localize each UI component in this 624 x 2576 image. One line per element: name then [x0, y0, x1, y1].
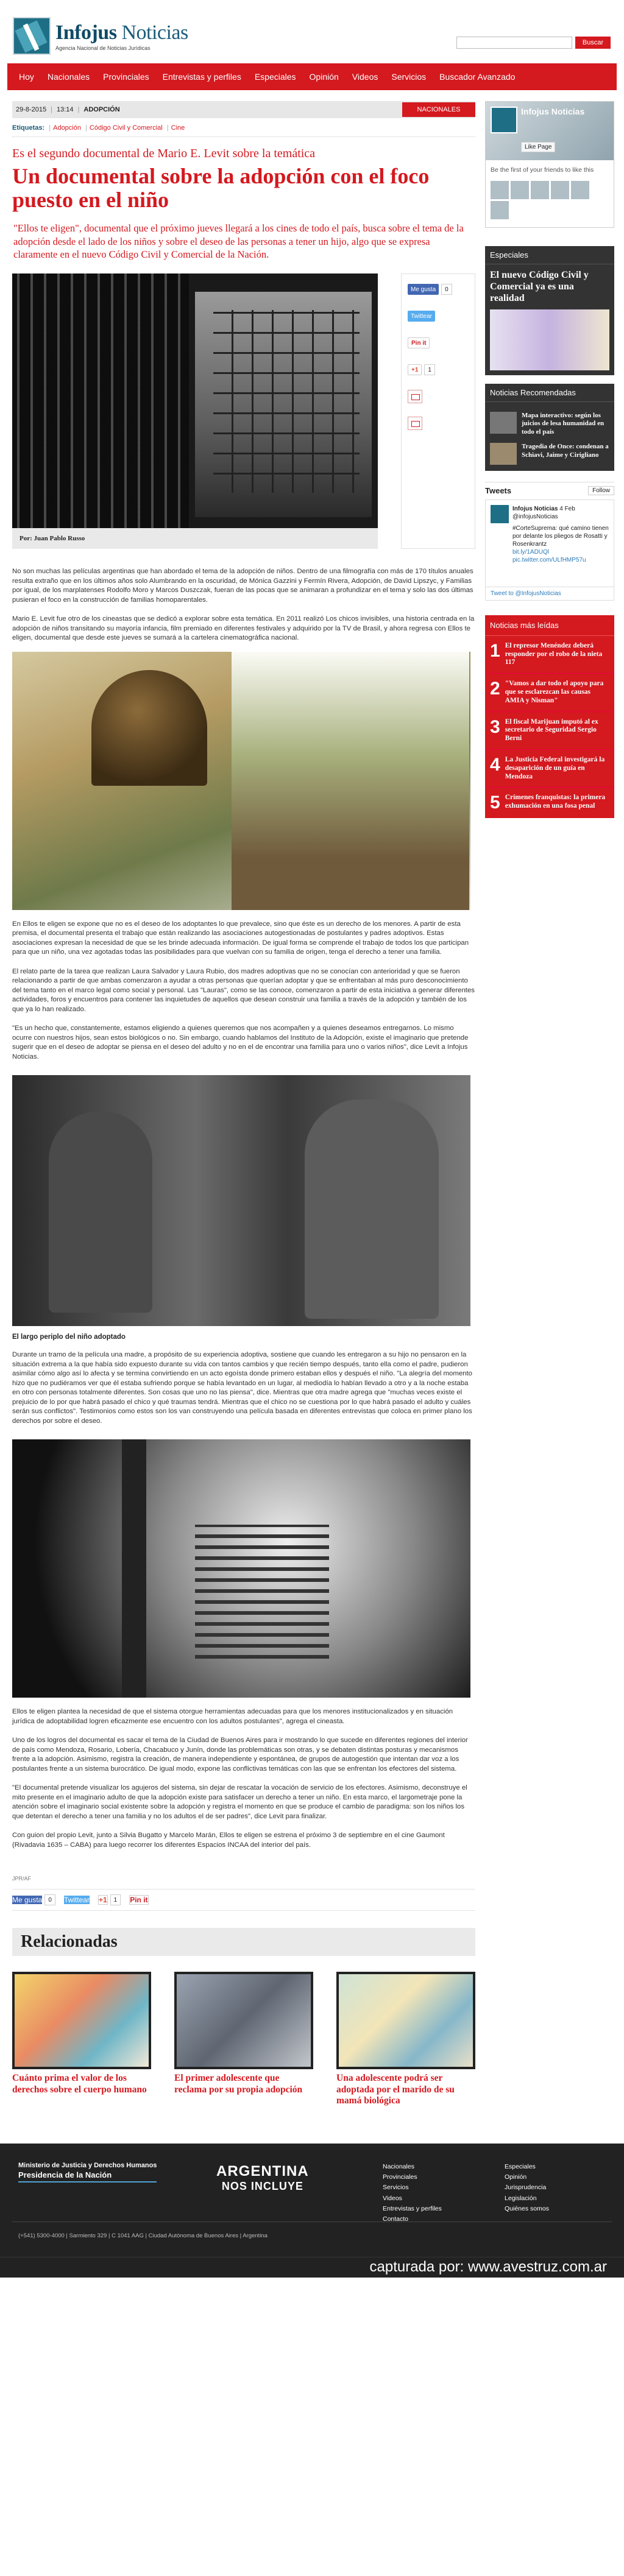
- nav-item-hoy[interactable]: Hoy: [19, 72, 34, 82]
- article-section: ADOPCIÓN: [83, 106, 120, 113]
- footer-link[interactable]: Quiénes somos: [505, 2205, 549, 2213]
- pinterest-button[interactable]: Pin it: [408, 337, 430, 348]
- tags-row: Etiquetas: | Adopción | Código Civil y Comercial | Cine: [12, 124, 475, 137]
- tweets-heading: Tweets: [485, 486, 512, 496]
- related-image: [174, 1972, 313, 2069]
- article-date: 29-8-2015: [16, 106, 47, 113]
- most-read-box: [485, 615, 614, 819]
- footer-link[interactable]: Servicios: [383, 2184, 409, 2192]
- article-column: [7, 101, 475, 2107]
- article-photo-bell: [12, 652, 470, 910]
- footer-address: (+541) 5300-4000 | Sarmiento 329 | C 1041 AAG | Ciudad Autónoma de Buenos Aires | Argentina: [18, 2232, 268, 2239]
- most-read-heading: Noticias más leídas: [485, 615, 614, 636]
- nav-item-servicios[interactable]: Servicios: [391, 72, 427, 82]
- sidebar: [485, 101, 614, 2107]
- most-read-item[interactable]: 5 Crímenes franquistas: la primera exhumación en una fosa penal: [490, 792, 606, 813]
- logo-icon: [13, 17, 51, 55]
- most-read-item[interactable]: 4 La Justicia Federal investigará la desaparición de un guía en Mendoza: [485, 750, 614, 788]
- article-time: 13:14: [57, 106, 74, 113]
- article-source: JPR/AF: [12, 1876, 32, 1882]
- article-paragraph: En Ellos te eligen se expone que no es el deseo de los adoptantes lo que prevalece, sino que éste es un derecho de los menores. A partir de esta premisa, el documental presenta el trabajo que están realizando las asociaciones autogestionadas de postulantes y padres adoptivos. Estas asociaciones expresan la necesidad de que se les brinde adecuada información. De igual forma se comprende el trabajo de todos los que participan para que un niño, una vez agotadas todas las posibilidades para que vuelvan con su familia de origen, tenga el derecho a tener una familia.: [12, 920, 469, 956]
- capture-credit: capturada por: www.avestruz.com.ar: [0, 2257, 624, 2278]
- related-image: [12, 1972, 151, 2069]
- especiales-box: [485, 246, 614, 375]
- nav-item-nacionales[interactable]: Nacionales: [47, 72, 90, 82]
- facebook-count: 0: [44, 1894, 55, 1905]
- facebook-page-avatar: [491, 107, 517, 133]
- related-image: [336, 1972, 475, 2069]
- tweet-author[interactable]: Infojus Noticias: [512, 505, 558, 512]
- footer-link[interactable]: Jurisprudencia: [505, 2184, 547, 2192]
- email-icon[interactable]: [408, 417, 422, 430]
- share-panel: [401, 273, 475, 549]
- facebook-like-button[interactable]: Me gusta: [408, 284, 439, 295]
- footer-link[interactable]: Entrevistas y perfiles: [383, 2205, 442, 2213]
- recommended-thumb: [490, 443, 517, 465]
- argentina-logo: ARGENTINA NOS INCLUYE: [216, 2162, 309, 2192]
- nav-item-buscador[interactable]: Buscador Avanzado: [439, 72, 516, 82]
- nav-item-provinciales[interactable]: Provinciales: [103, 72, 149, 82]
- facebook-count: 0: [441, 284, 452, 295]
- recommended-item[interactable]: Tragedia de Once: condenan a Schiavi, Jaime y Cirigliano: [490, 443, 609, 465]
- footer-link[interactable]: Legislación: [505, 2194, 537, 2202]
- facebook-widget-text: Be the first of your friends to like this: [491, 166, 594, 174]
- related-item[interactable]: [174, 1972, 313, 2107]
- facebook-like-button[interactable]: Me gusta: [12, 1896, 43, 1905]
- tag-link[interactable]: Cine: [171, 124, 185, 132]
- twitter-widget: [485, 482, 614, 601]
- article-kicker: Es el segundo documental de Mario E. Levit sobre la temática: [12, 147, 316, 160]
- especiales-title: El nuevo Código Civil y Comercial ya es una realidad: [490, 270, 589, 304]
- print-icon[interactable]: [408, 390, 422, 403]
- tweet-date: 4 Feb: [559, 505, 575, 512]
- twitter-button[interactable]: Twittear: [408, 311, 435, 322]
- recommended-item[interactable]: Mapa interactivo: según los juicios de lesa humanidad en todo el país: [490, 412, 609, 437]
- article-photo-family: [12, 1075, 470, 1326]
- search-input[interactable]: [456, 37, 572, 49]
- footer-link[interactable]: Provinciales: [383, 2173, 417, 2181]
- search-bar: [456, 37, 611, 49]
- section-tag-button[interactable]: NACIONALES: [402, 102, 475, 117]
- article-paragraph: "Es un hecho que, constantemente, estamos eligiendo a quienes queremos que nos acompañen y a quienes deseamos entregarnos. Lo mismo ocurre con nuestros hijos, sean estos biológicos o no. Sin embargo, cuando hablamos del Instituto de la Adopción, existe el imaginario que pretende sugerir que en el deseo de adoptar se piensa en el deseo del adulto y no en el de encontrar una familia para uno o varios niños", dice Levit a Infojus Noticias.: [12, 1025, 469, 1060]
- related-title: Cuánto prima el valor de los derechos sobre el cuerpo humano: [12, 2073, 147, 2095]
- photo-caption: Por: Juan Pablo Russo: [12, 528, 378, 549]
- article-paragraph: Durante un tramo de la película una madre, a propósito de su experiencia adoptiva, sostiene que cuando les entregaron a su hijo no pensaron en la situación extrema a la que había sido expuesto durante su vida con tantos cambios y que recién tiempo después, tanto ella como el padre, pudieron asimilar cómo algo así lo afecta y se termina convirtiendo en un acto egoísta donde primero estaban ellos y después el niño. "La alegría del momento hizo que no pudiéramos ver que él estaba sufriendo porque se había levantado en un lugar, al mediodía lo habían llevado a otro y a la noche estaba en otro con personas totalmente diferentes. Son cosas que uno no las piensa", dice. Mientras que otra madre agrega que "muchas veces existe el prejuicio de lo por que habrá pasado el chico y qué traumas tendrá. Mientras que el chico no se cuestiona por lo que habrá pasado el adulto y cuáles serán sus conflictos". Testimonios como estos son los van construyendo una película basada en diferentes entrevistas que coloca en primer plano los derechos por sobre el deseo.: [12, 1351, 472, 1425]
- most-read-item[interactable]: 3 El fiscal Marijuan imputó al ex secretario de Seguridad Sergio Berni: [485, 712, 614, 750]
- especiales-image: [490, 309, 609, 370]
- recommended-thumb: [490, 412, 517, 434]
- tweet-to-link[interactable]: Tweet to @InfojusNoticias: [485, 587, 614, 601]
- related-title: Una adolescente podrá ser adoptada por el marido de su mamá biológica: [336, 2073, 455, 2106]
- main-nav: [7, 63, 617, 90]
- facebook-friend-faces: [486, 181, 614, 221]
- article-paragraph: Ellos te eligen plantea la necesidad de que el sistema otorgue herramientas adecuadas para que los menores institucionalizados y en situación jurídica de adoptabilidad logren eficazmente ese encuentro con los adultos postulantes", agrega el cineasta.: [12, 1708, 453, 1725]
- nav-item-opinion[interactable]: Opinión: [309, 72, 339, 82]
- especiales-heading: Especiales: [485, 246, 614, 264]
- bottom-share-bar: [12, 1889, 475, 1911]
- ministry-logo[interactable]: Ministerio de Justicia y Derechos Humanos Presidencia de la Nación: [18, 2162, 157, 2183]
- article-subheading: El largo periplo del niño adoptado: [12, 1333, 126, 1341]
- article-lead: "Ellos te eligen", documental que el próximo jueves llegará a los cines de todo el país, busca sobre el tema de la adopción desde el lado de los niños y sobre el deseo de las personas a tener un hijo, algo que se expresa claramente en el nuevo Código Civil y Comercial de la Nación.: [13, 222, 464, 261]
- recommended-box: [485, 384, 614, 471]
- facebook-page-name[interactable]: Infojus Noticias: [521, 107, 585, 116]
- footer-link[interactable]: Contacto: [383, 2215, 409, 2223]
- footer-link[interactable]: Nacionales: [383, 2162, 414, 2170]
- footer-link[interactable]: Opinión: [505, 2173, 527, 2181]
- site-logo[interactable]: [13, 17, 188, 55]
- footer-link[interactable]: Videos: [383, 2194, 402, 2202]
- footer-links: [383, 2162, 602, 2225]
- related-section: [12, 1928, 475, 2107]
- nav-item-especiales[interactable]: Especiales: [254, 72, 296, 82]
- related-heading: Relacionadas: [12, 1928, 475, 1956]
- search-button[interactable]: Buscar: [575, 37, 611, 49]
- recommended-heading: Noticias Recomendadas: [485, 384, 614, 402]
- tweet-avatar: [491, 505, 509, 523]
- pinterest-button[interactable]: Pin it: [130, 1896, 148, 1905]
- logo-title: Infojus Noticias: [55, 21, 188, 44]
- article-paragraph: "El documental pretende visualizar los agujeros del sistema, sin dejar de rescatar la vocación de servicio de los efectores. Asimismo, deconstruye el mito presente en el imaginario adulto de que la adopción existe para satisfacer un derecho a tener un niño. En esta marco, el largometraje pone la atención sobre el imaginario social existente sobre la adopción y registra el momento en que se produce el cambio de paradigma: son los niños los que detentan el derecho a tener una familia y no los adultos el de ser padres", dice Levit para finalizar.: [12, 1784, 467, 1820]
- article-title: Un documental sobre la adopción con el foco puesto en el niño: [12, 164, 430, 212]
- tweet-text: #CorteSuprema: qué camino tienen por delante los pliegos de Rosatti y Rosenkrantz: [512, 524, 609, 548]
- google-plus-button[interactable]: +1: [98, 1896, 107, 1905]
- tag-link[interactable]: Adopción: [53, 124, 81, 132]
- tweet-link[interactable]: bit.ly/1ADUQl pic.twitter.com/ULfHMP57u: [512, 548, 586, 563]
- article-meta: 29-8-2015 | 13:14 | ADOPCIÓN NACIONALES: [12, 101, 475, 118]
- related-title: El primer adolescente que reclama por su propia adopción: [174, 2073, 303, 2095]
- google-plus-button[interactable]: +1: [408, 364, 422, 375]
- facebook-page-widget: [485, 101, 614, 228]
- site-footer: [0, 2144, 624, 2257]
- article-main-photo: [12, 273, 378, 528]
- related-item[interactable]: [336, 1972, 475, 2107]
- most-read-item[interactable]: 1 El represor Menéndez deberá responder por el robo de la nieta 117: [485, 636, 614, 674]
- footer-link[interactable]: Especiales: [505, 2162, 536, 2170]
- article-photo-child: [12, 1439, 470, 1698]
- article-paragraph: El relato parte de la tarea que realizan Laura Salvador y Laura Rubio, dos madres adoptivas que no se conocían con anterioridad y que se fueron relacionando a partir de que ambas comenzaron a ayudar a otras personas que querían adoptar y que se enfrentaban al más puro desconocimiento del tema tanto en el marco legal como social y personal. Las "Lauras", como se las conoce, comenzaron a partir de esta iniciativa a generar diferentes actividades, foros y encuentros para contener las inquietudes de aquellos que desean construir una familia a través de la adopción y también de los que ya lo han realizado.: [12, 967, 475, 1013]
- article-paragraph: No son muchas las películas argentinas que han abordado el tema de la adopción de niños. Dentro de una filmografía con más de 170 títulos anuales resulta extraño que en los últimos años solo Alumbrando en la oscuridad, de Mónica Gazzini y Fermín Rivera, Adopción, de David Lipszyc, y Familias por igual, de los marplatenses Rodolfo Moro y Marcos Duszczak, fueran de las pocas que se animaran a profundizar en el tema y solo las dos últimas pusieran el foco en la construcción de familias homoparentales.: [12, 568, 473, 604]
- especiales-item[interactable]: [485, 264, 614, 375]
- twitter-button[interactable]: Twittear: [63, 1896, 90, 1905]
- google-plus-count: 1: [110, 1894, 121, 1905]
- facebook-like-page-button[interactable]: Like Page: [521, 142, 555, 152]
- tags-label: Etiquetas:: [12, 124, 45, 132]
- logo-subtitle: Agencia Nacional de Noticias Jurídicas: [55, 44, 151, 51]
- nav-item-entrevistas[interactable]: Entrevistas y perfiles: [162, 72, 241, 82]
- site-header: [7, 0, 617, 63]
- article-paragraph: Uno de los logros del documental es sacar el tema de la Ciudad de Buenos Aires para ir mostrando lo que sucede en diferentes regiones del interior de país como Mendoza, Rosario, Lobería, Chacabuco y Junín, donde las problemáticas son otras, y se debaten distintas posturas y mecanismos frente a la adopción. Asimismo, registra la creación, de manera independiente y espontánea, de grupos de autogestión que intentan dar voz a los postulantes frente a un sistema burocrático. De igual modo, expone las conflictivas temáticas con las que se enfrentan los efectores del sistema.: [12, 1737, 468, 1773]
- article-paragraph: Con guion del propio Levit, junto a Silvia Bugatto y Marcelo Marán, Ellos te eligen se estrena el próximo 3 de septiembre en el cine Gaumont (Rivadavia 1635 – CABA) para luego recorrer los diferentes Espacios INCAA del interior del país.: [12, 1832, 445, 1849]
- article-paragraph: Mario E. Levit fue otro de los cineastas que se dedicó a explorar sobre esta temática. En 2011 realizó Los chicos invisibles, una historia centrada en la adopción de niños transitando su mayoría infancia, film premiado en diferentes festivales y adquirido por la TV de Brasil, y ahora regresa con Ellos te eligen, documental que desde este jueves se sumará a la cartelera cinematográfica nacional.: [12, 615, 475, 642]
- tag-link[interactable]: Código Civil y Comercial: [89, 124, 163, 132]
- nav-item-videos[interactable]: Videos: [352, 72, 378, 82]
- google-plus-count: 1: [424, 364, 435, 375]
- tweet-handle: @infojusNoticias: [512, 513, 558, 520]
- most-read-item[interactable]: 2 "Vamos a dar todo el apoyo para que se esclarezcan las causas AMIA y Nisman": [485, 674, 614, 711]
- related-item[interactable]: [12, 1972, 151, 2107]
- article-body: [12, 567, 475, 1882]
- twitter-follow-button[interactable]: Follow: [588, 486, 614, 495]
